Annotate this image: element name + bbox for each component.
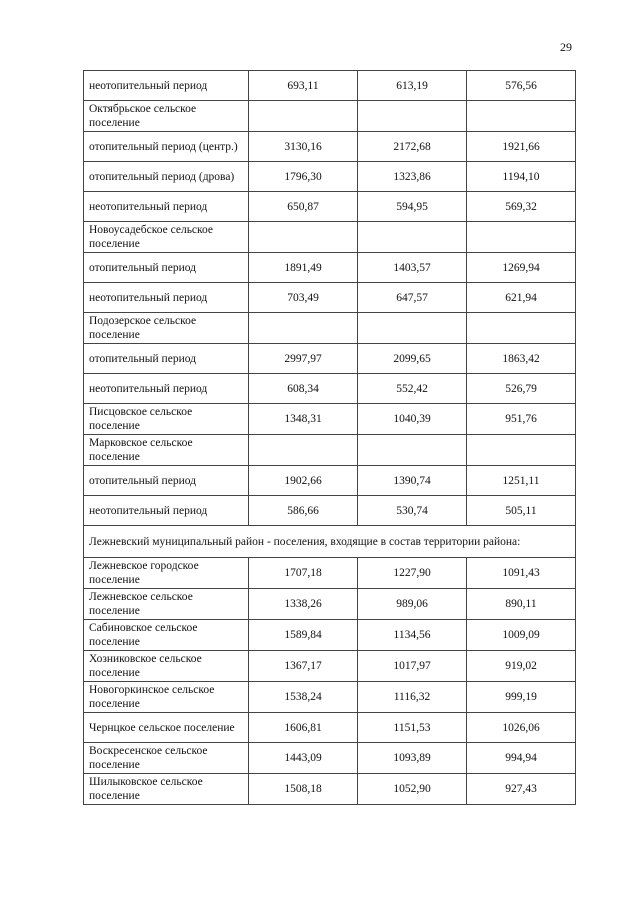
- value-cell-2: 1116,32: [358, 682, 467, 713]
- value-cell-3: 1091,43: [467, 558, 576, 589]
- tariff-table: [83, 70, 576, 805]
- value-cell-1: 3130,16: [249, 132, 358, 162]
- value-cell-1: 1891,49: [249, 253, 358, 283]
- table-row: [84, 466, 576, 496]
- value-cell-3: 621,94: [467, 283, 576, 313]
- value-cell-3: [467, 313, 576, 344]
- name-cell: неотопительный период: [84, 71, 249, 101]
- page-number: 29: [560, 40, 572, 54]
- table-row: [84, 589, 576, 620]
- value-cell-1: 1796,30: [249, 162, 358, 192]
- name-cell: Писцовское сельское поселение: [84, 404, 249, 435]
- value-cell-2: 2172,68: [358, 132, 467, 162]
- table-row: [84, 344, 576, 374]
- value-cell-3: 927,43: [467, 774, 576, 805]
- value-cell-3: 569,32: [467, 192, 576, 222]
- value-cell-2: 2099,65: [358, 344, 467, 374]
- value-cell-2: [358, 101, 467, 132]
- value-cell-2: 1323,86: [358, 162, 467, 192]
- table-row: [84, 192, 576, 222]
- name-cell: отопительный период (центр.): [84, 132, 249, 162]
- value-cell-2: 1017,97: [358, 651, 467, 682]
- table-row: [84, 620, 576, 651]
- name-cell: Октябрьское сельское поселение: [84, 101, 249, 132]
- value-cell-2: 613,19: [358, 71, 467, 101]
- table-row: [84, 222, 576, 253]
- name-cell: отопительный период (дрова): [84, 162, 249, 192]
- name-cell: отопительный период: [84, 344, 249, 374]
- table-row: [84, 435, 576, 466]
- value-cell-2: 552,42: [358, 374, 467, 404]
- value-cell-3: 1009,09: [467, 620, 576, 651]
- table-row: [84, 101, 576, 132]
- value-cell-1: 1606,81: [249, 713, 358, 743]
- value-cell-1: [249, 222, 358, 253]
- name-cell: Лежневское городское поселение: [84, 558, 249, 589]
- name-cell: неотопительный период: [84, 496, 249, 526]
- name-cell: Сабиновское сельское поселение: [84, 620, 249, 651]
- value-cell-2: 530,74: [358, 496, 467, 526]
- value-cell-3: 1026,06: [467, 713, 576, 743]
- table-row: [84, 71, 576, 101]
- name-cell: неотопительный период: [84, 374, 249, 404]
- value-cell-3: 890,11: [467, 589, 576, 620]
- table-row: [84, 162, 576, 192]
- value-cell-1: 1443,09: [249, 743, 358, 774]
- value-cell-2: 1134,56: [358, 620, 467, 651]
- value-cell-1: 1538,24: [249, 682, 358, 713]
- table-row: [84, 253, 576, 283]
- value-cell-3: 1269,94: [467, 253, 576, 283]
- table-row: [84, 774, 576, 805]
- value-cell-1: 608,34: [249, 374, 358, 404]
- table-row: [84, 743, 576, 774]
- name-cell: неотопительный период: [84, 283, 249, 313]
- value-cell-2: 594,95: [358, 192, 467, 222]
- name-cell: Чернцкое сельское поселение: [84, 713, 249, 743]
- name-cell: Подозерское сельское поселение: [84, 313, 249, 344]
- name-cell: Новогоркинское сельское поселение: [84, 682, 249, 713]
- value-cell-3: 1251,11: [467, 466, 576, 496]
- table-row: [84, 713, 576, 743]
- table-row: [84, 682, 576, 713]
- value-cell-3: 1194,10: [467, 162, 576, 192]
- name-cell: Новоусадебское сельское поселение: [84, 222, 249, 253]
- value-cell-1: 1707,18: [249, 558, 358, 589]
- value-cell-1: 693,11: [249, 71, 358, 101]
- value-cell-3: [467, 222, 576, 253]
- value-cell-1: [249, 101, 358, 132]
- value-cell-1: 703,49: [249, 283, 358, 313]
- value-cell-3: [467, 435, 576, 466]
- table-row: [84, 526, 576, 558]
- value-cell-2: [358, 222, 467, 253]
- value-cell-2: 989,06: [358, 589, 467, 620]
- table-row: [84, 313, 576, 344]
- value-cell-1: 1508,18: [249, 774, 358, 805]
- name-cell: отопительный период: [84, 466, 249, 496]
- value-cell-2: 1227,90: [358, 558, 467, 589]
- name-cell: Лежневское сельское поселение: [84, 589, 249, 620]
- table-row: [84, 404, 576, 435]
- value-cell-1: [249, 313, 358, 344]
- table-row: [84, 132, 576, 162]
- value-cell-1: 2997,97: [249, 344, 358, 374]
- value-cell-3: 1921,66: [467, 132, 576, 162]
- value-cell-3: 576,56: [467, 71, 576, 101]
- table-row: [84, 558, 576, 589]
- value-cell-1: 650,87: [249, 192, 358, 222]
- value-cell-3: 951,76: [467, 404, 576, 435]
- value-cell-2: 1390,74: [358, 466, 467, 496]
- value-cell-2: 1040,39: [358, 404, 467, 435]
- table-row: [84, 283, 576, 313]
- name-cell: Воскресенское сельское поселение: [84, 743, 249, 774]
- name-cell: неотопительный период: [84, 192, 249, 222]
- value-cell-1: 1589,84: [249, 620, 358, 651]
- name-cell: Марковское сельское поселение: [84, 435, 249, 466]
- table-row: [84, 374, 576, 404]
- value-cell-2: 1403,57: [358, 253, 467, 283]
- value-cell-2: 1151,53: [358, 713, 467, 743]
- value-cell-1: 1348,31: [249, 404, 358, 435]
- value-cell-3: 505,11: [467, 496, 576, 526]
- value-cell-3: 999,19: [467, 682, 576, 713]
- value-cell-3: 1863,42: [467, 344, 576, 374]
- value-cell-1: 1902,66: [249, 466, 358, 496]
- value-cell-1: 586,66: [249, 496, 358, 526]
- value-cell-1: 1338,26: [249, 589, 358, 620]
- value-cell-1: 1367,17: [249, 651, 358, 682]
- value-cell-2: 1093,89: [358, 743, 467, 774]
- value-cell-3: 994,94: [467, 743, 576, 774]
- table-body: [84, 71, 576, 805]
- value-cell-3: [467, 101, 576, 132]
- value-cell-1: [249, 435, 358, 466]
- section-header-cell: Лежневский муниципальный район - поселения, входящие в состав территории района:: [84, 526, 576, 558]
- table-row: [84, 651, 576, 682]
- value-cell-2: [358, 313, 467, 344]
- name-cell: Хозниковское сельское поселение: [84, 651, 249, 682]
- name-cell: Шилыковское сельское поселение: [84, 774, 249, 805]
- name-cell: отопительный период: [84, 253, 249, 283]
- value-cell-3: 919,02: [467, 651, 576, 682]
- value-cell-2: 647,57: [358, 283, 467, 313]
- table-row: [84, 496, 576, 526]
- value-cell-2: [358, 435, 467, 466]
- value-cell-2: 1052,90: [358, 774, 467, 805]
- value-cell-3: 526,79: [467, 374, 576, 404]
